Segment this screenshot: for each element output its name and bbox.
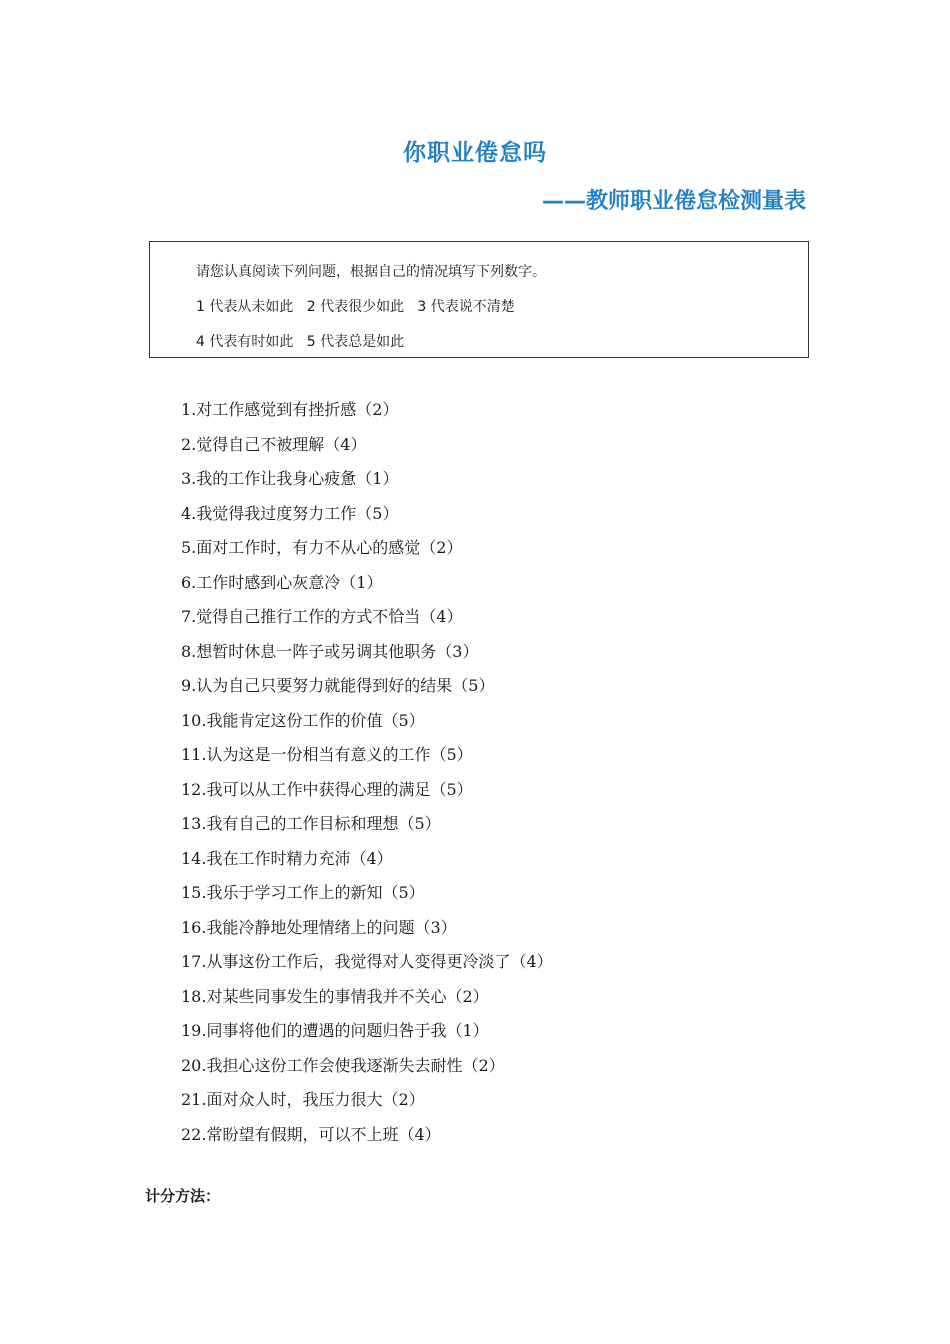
question-item: 14.我在工作时精力充沛（4） bbox=[181, 848, 393, 868]
question-item: 11.认为这是一份相当有意义的工作（5） bbox=[181, 745, 473, 764]
scoring-method-heading: 计分方法： bbox=[145, 1187, 221, 1205]
question-item: 22.常盼望有假期，可以不上班（4） bbox=[181, 1124, 441, 1144]
question-item: 9.认为自己只要努力就能得到好的结果（5） bbox=[181, 676, 495, 695]
page-title: 你职业倦怠吗 bbox=[403, 140, 547, 166]
question-item: 10.我能肯定这份工作的价值（5） bbox=[181, 710, 425, 730]
question-item: 2.觉得自己不被理解（4） bbox=[181, 434, 367, 454]
question-list bbox=[181, 398, 553, 1157]
question-item: 18.对某些同事发生的事情我并不关心（2） bbox=[181, 986, 489, 1006]
question-item: 1.对工作感觉到有挫折感（2） bbox=[181, 400, 399, 419]
scale-legend-line: 4 代表有时如此 5 代表总是如此 bbox=[196, 334, 405, 350]
question-item: 15.我乐于学习工作上的新知（5） bbox=[181, 883, 425, 902]
question-item: 17.从事这份工作后，我觉得对人变得更冷淡了（4） bbox=[181, 952, 553, 971]
page-subtitle: ——教师职业倦怠检测量表 bbox=[541, 189, 806, 214]
question-item: 19.同事将他们的遭遇的问题归咎于我（1） bbox=[181, 1021, 489, 1040]
instruction-line: 请您认真阅读下列问题，根据自己的情况填写下列数字。 bbox=[196, 264, 546, 280]
question-item: 13.我有自己的工作目标和理想（5） bbox=[181, 814, 441, 833]
question-item: 20.我担心这份工作会使我逐渐失去耐性（2） bbox=[181, 1055, 505, 1075]
question-item: 8.想暂时休息一阵子或另调其他职务（3） bbox=[181, 641, 479, 661]
question-item: 3.我的工作让我身心疲惫（1） bbox=[181, 469, 399, 488]
question-item: 5.面对工作时，有力不从心的感觉（2） bbox=[181, 538, 463, 557]
question-item: 16.我能冷静地处理情绪上的问题（3） bbox=[181, 917, 457, 937]
question-item: 21.面对众人时，我压力很大（2） bbox=[181, 1090, 425, 1109]
scale-legend-line: 1 代表从未如此 2 代表很少如此 3 代表说不清楚 bbox=[196, 299, 515, 315]
question-item: 6.工作时感到心灰意冷（1） bbox=[181, 572, 383, 592]
instruction-box bbox=[149, 241, 809, 358]
question-item: 12.我可以从工作中获得心理的满足（5） bbox=[181, 779, 473, 799]
question-item: 4.我觉得我过度努力工作（5） bbox=[181, 503, 399, 523]
question-item: 7.觉得自己推行工作的方式不恰当（4） bbox=[181, 607, 463, 626]
